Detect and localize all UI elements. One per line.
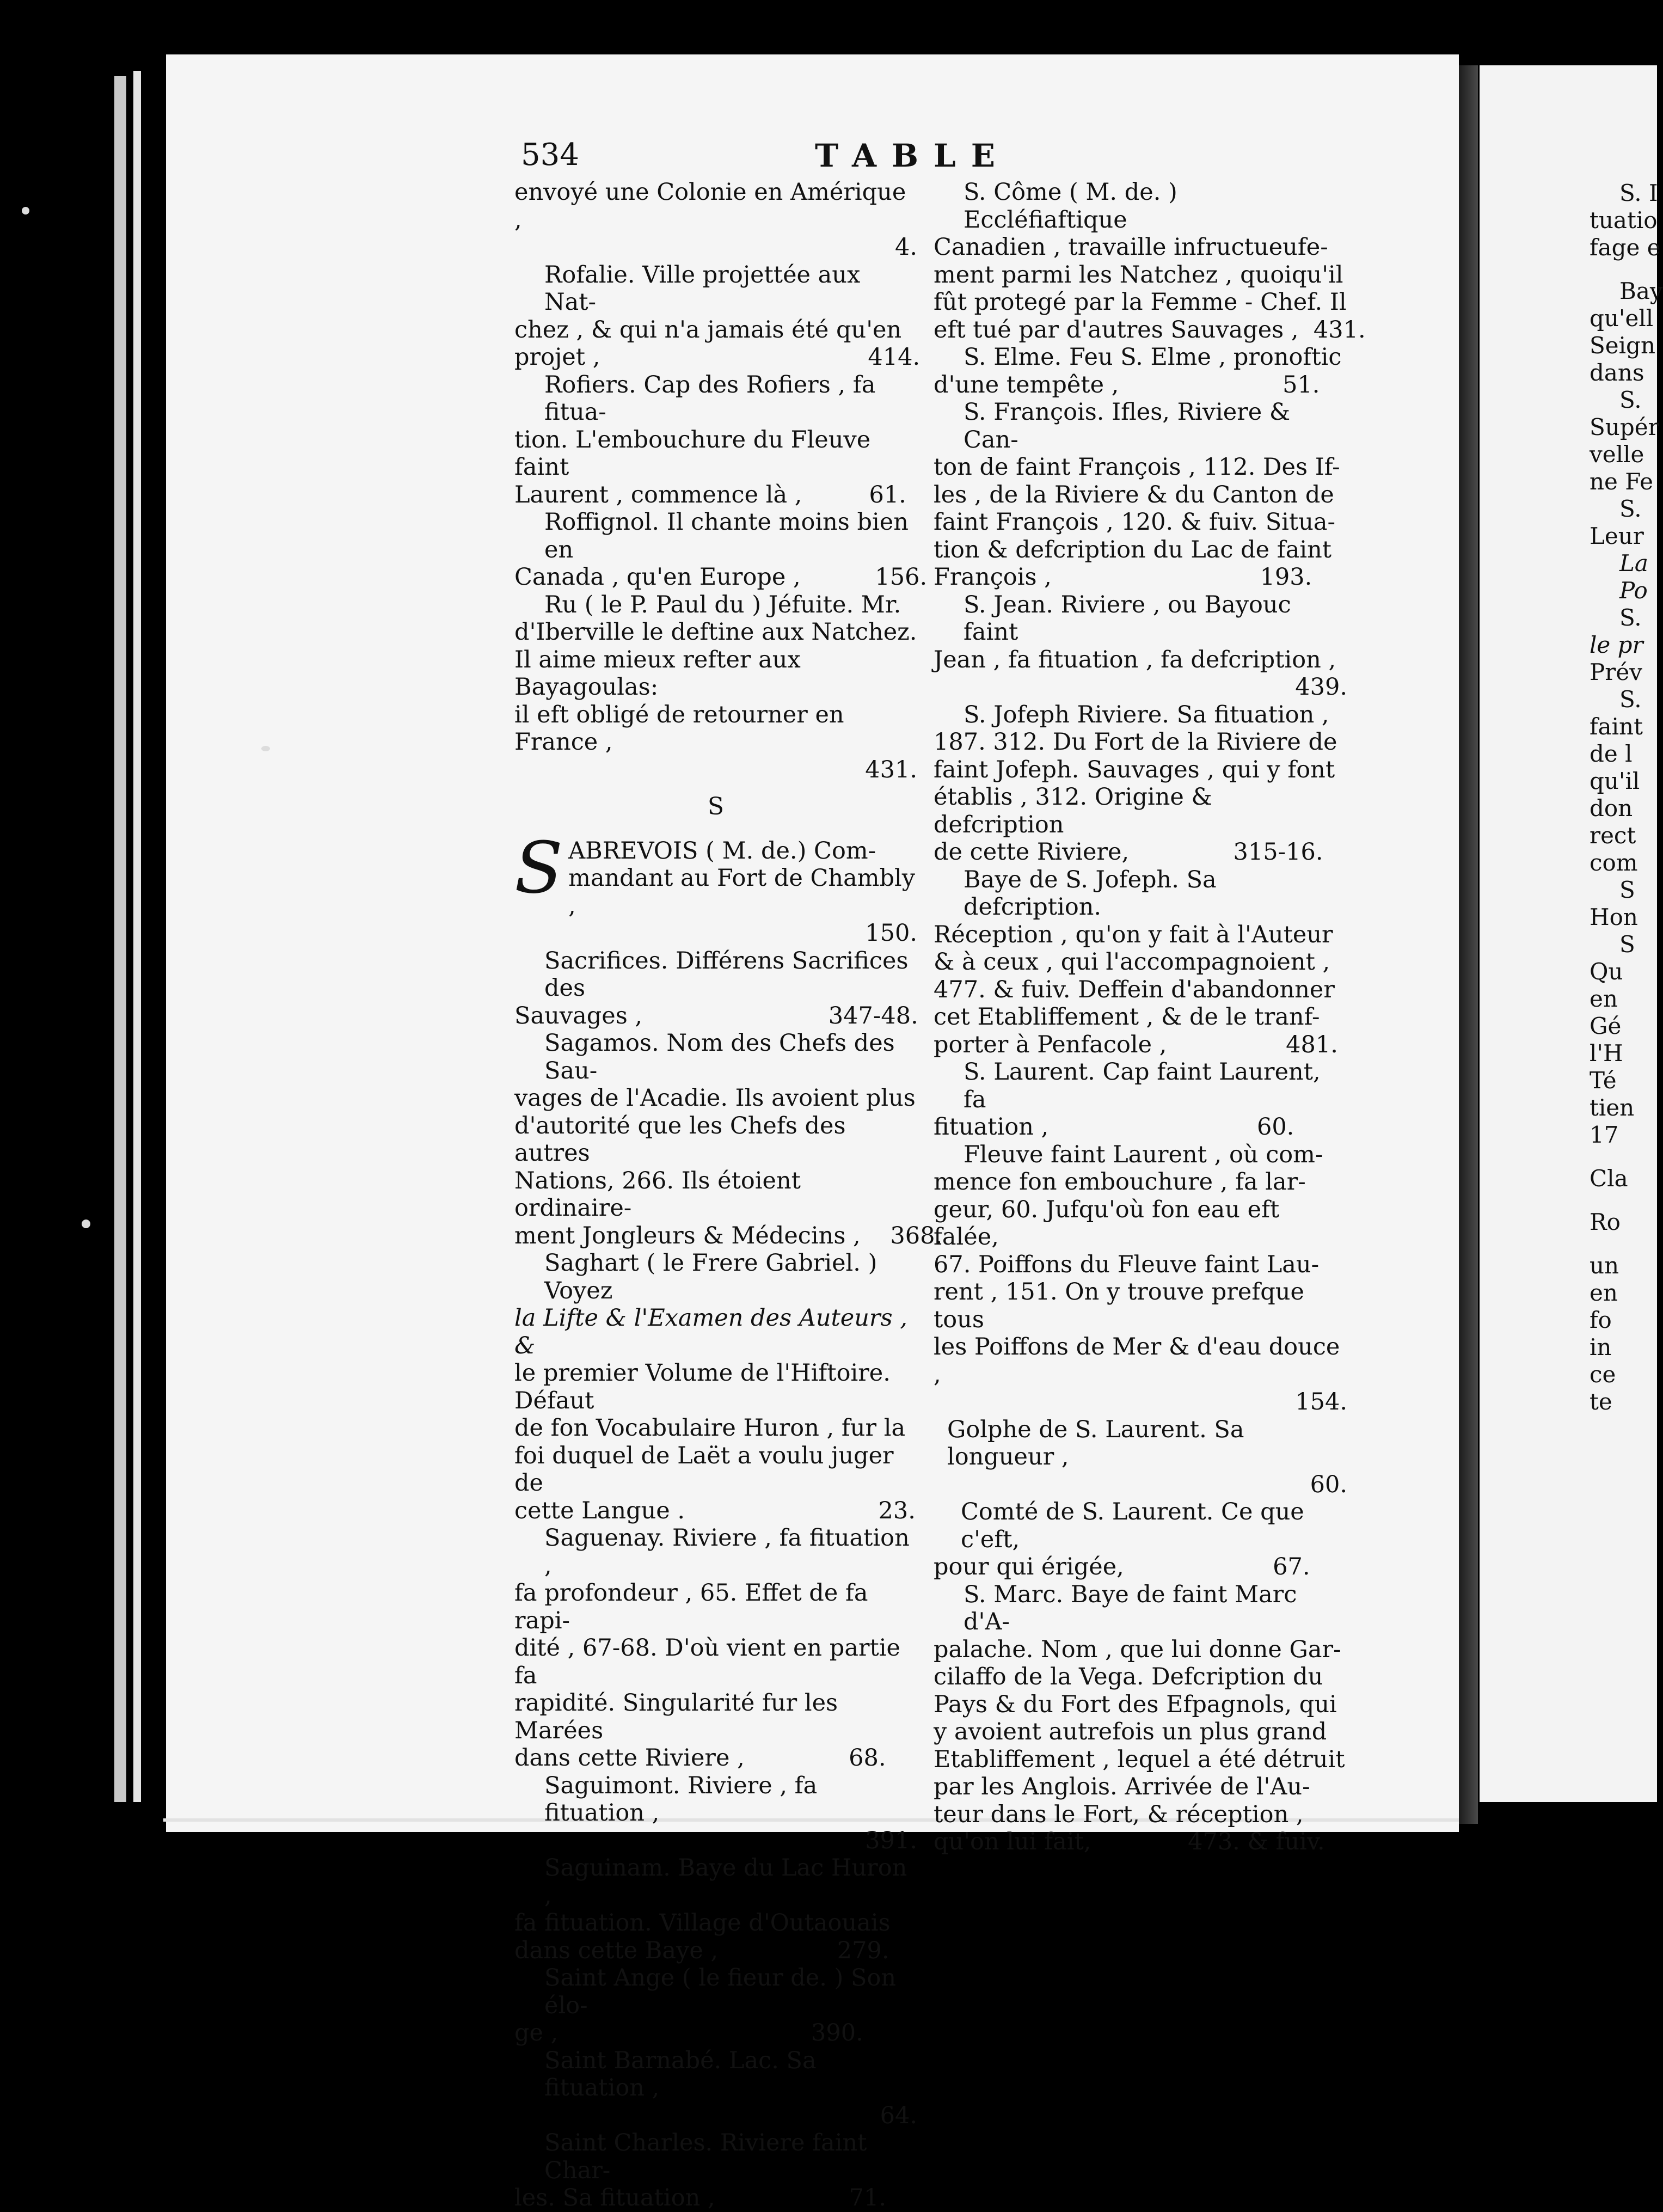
- entry-line: 439.: [1295, 673, 1347, 701]
- entry-line: fût protegé par la Femme - Chef. Il: [934, 289, 1347, 316]
- entry-line: Golphe de S. Laurent. Sa longueur ,: [947, 1416, 1244, 1470]
- fragment-line: qu'ell: [1590, 305, 1654, 332]
- fragment-line: S.: [1619, 686, 1642, 713]
- entry-line: Pays & du Fort des Efpagnols, qui: [934, 1690, 1337, 1718]
- entry-line: 150.: [865, 920, 917, 947]
- fragment-line: [1590, 1192, 1657, 1209]
- entry-line: qu'on lui fait, 473. & fuiv.: [934, 1828, 1325, 1855]
- fragment-line: Po: [1619, 577, 1648, 604]
- entry-line: 4.: [894, 234, 917, 261]
- entry-line: Sagamos. Nom des Chefs des Sau-: [544, 1030, 895, 1084]
- entry-line: S. Laurent. Cap faint Laurent, fa: [964, 1058, 1321, 1113]
- fragment-line: [1590, 1236, 1657, 1252]
- right-column: [934, 179, 1366, 1856]
- entry-line: ge , 390.: [514, 2019, 863, 2046]
- fragment-line: S. I: [1619, 180, 1658, 206]
- entry-line: d'autorité que les Chefs des autres: [514, 1112, 846, 1167]
- entry-line: 67. Poiffons du Fleuve faint Lau-: [934, 1251, 1320, 1278]
- entries-s: [514, 826, 943, 2212]
- fragment-line: dans: [1590, 359, 1644, 386]
- fragment-line: tien: [1590, 1094, 1635, 1121]
- fragment-line: Prév: [1590, 659, 1642, 685]
- entry-line: la Lifte & l'Examen des Auteurs , &: [514, 1304, 907, 1359]
- entry-line: rapidité. Singularité fur les Marées: [514, 1689, 838, 1744]
- entry-line: Etabliffement , lequel a été détruit: [934, 1745, 1345, 1773]
- fragment-line: un: [1590, 1252, 1619, 1279]
- fragment-line: S.: [1619, 387, 1642, 413]
- entry-line: fituation , 60.: [934, 1113, 1294, 1141]
- fragment-line: La: [1619, 550, 1648, 577]
- entry-line: dité , 67-68. D'où vient en partie fa: [514, 1634, 900, 1689]
- entry-line: 477. & fuiv. Deffein d'abandonner: [934, 976, 1335, 1003]
- fragment-line: de l: [1590, 740, 1633, 767]
- entry-line: 64.: [880, 2101, 917, 2129]
- entry-line: d'Iberville le deftine aux Natchez.: [514, 618, 917, 646]
- entry-line: eft tué par d'autres Sauvages , 431.: [934, 316, 1366, 344]
- entry-line: fa profondeur , 65. Effet de fa rapi-: [514, 1579, 868, 1634]
- entry-line: geur, 60. Jufqu'où fon eau eft falée,: [934, 1196, 1280, 1251]
- fragment-line: rect: [1590, 822, 1636, 849]
- fragment-line: le pr: [1590, 632, 1643, 658]
- left-column: [514, 179, 943, 2212]
- entry-line: Saguenay. Riviere , fa fituation ,: [544, 1524, 910, 1579]
- book-gutter: [1459, 65, 1478, 1824]
- facing-page-text-fragment: [1590, 180, 1663, 1416]
- entry-line: établis , 312. Origine & defcription: [934, 783, 1212, 838]
- fragment-line: l'H: [1590, 1040, 1623, 1067]
- entry-line: cet Etabliffement , & de le tranf-: [934, 1003, 1320, 1031]
- drop-cap: S: [514, 826, 563, 909]
- entry-line: porter à Penfacole , 481.: [934, 1031, 1338, 1058]
- entry-line: S. François. Ifles, Riviere & Can-: [964, 399, 1291, 454]
- entry-line: S. Jean. Riviere , ou Bayouc faint: [964, 591, 1291, 646]
- entry-line: foi duquel de Laët a voulu juger de: [514, 1442, 894, 1497]
- entry-line: S. Elme. Feu S. Elme , pronoftic: [964, 344, 1342, 371]
- fragment-line: [1590, 1149, 1657, 1165]
- entry-line: teur dans le Fort, & réception ,: [934, 1800, 1304, 1828]
- entry-line: 391.: [865, 1827, 917, 1854]
- entry-line: S. Jofeph Riviere. Sa fituation ,: [964, 701, 1329, 728]
- entry-line: Laurent , commence là , 61.: [514, 481, 906, 508]
- entry-line: mence fon embouchure , fa lar-: [934, 1168, 1306, 1196]
- fragment-line: Gé: [1590, 1013, 1622, 1039]
- entry-line: dans cette Baye , 279.: [514, 1937, 889, 1964]
- entry-line: 187. 312. Du Fort de la Riviere de: [934, 728, 1337, 756]
- fragment-line: S.: [1619, 604, 1642, 631]
- entry-line: S. Marc. Baye de faint Marc d'A-: [964, 1580, 1297, 1635]
- entry-line: Baye de S. Jofeph. Sa defcription.: [964, 866, 1217, 921]
- fragment-line: Té: [1590, 1067, 1617, 1094]
- fragment-line: faint: [1590, 713, 1643, 740]
- entry-line: cilaffo de la Vega. Defcription du: [934, 1663, 1323, 1690]
- fragment-line: Qu: [1590, 958, 1623, 985]
- entry-line: ton de faint François , 112. Des If-: [934, 454, 1340, 481]
- entry-line: envoyé une Colonie en Amérique ,: [514, 179, 906, 234]
- entry-line: par les Anglois. Arrivée de l'Au-: [934, 1773, 1310, 1800]
- entry-line: projet , 414.: [514, 344, 921, 371]
- fragment-line: Ro: [1590, 1209, 1621, 1235]
- book-edge-strip: [114, 76, 126, 1802]
- entry-line: tion. L'embouchure du Fleuve faint: [514, 426, 871, 481]
- fragment-line: tuatio: [1590, 207, 1658, 234]
- entry-line: & à ceux , qui l'accompagnoient ,: [934, 948, 1330, 976]
- entry-line: S. Côme ( M. de. ) Eccléfiaftique: [964, 179, 1177, 234]
- fragment-line: velle: [1590, 441, 1644, 468]
- entry-line: 154.: [1295, 1388, 1347, 1416]
- fragment-line: Leur: [1590, 523, 1644, 549]
- entry-line: Saghart ( le Frere Gabriel. ) Voyez: [544, 1249, 877, 1304]
- entry-line: les. Sa fituation , 71.: [514, 2184, 887, 2211]
- scan-speck: [22, 207, 29, 215]
- book-edge-strip-inner: [133, 71, 141, 1802]
- entry-line: mandant au Fort de Chambly ,: [568, 865, 916, 920]
- entry-line: ment parmi les Natchez , quoiqu'il: [934, 261, 1343, 289]
- entry-line: Saint Charles. Riviere faint Char-: [544, 2129, 867, 2184]
- entry-line: d'une tempête , 51.: [934, 371, 1320, 399]
- entry-line: faint François , 120. & fuiv. Situa-: [934, 508, 1336, 536]
- fragment-line: fage e: [1590, 234, 1661, 261]
- entry-line: le premier Volume de l'Hiftoire. Défaut: [514, 1359, 891, 1414]
- entry-line: ABREVOIS ( M. de.) Com-: [568, 837, 876, 865]
- fragment-line: ne Fe: [1590, 468, 1653, 495]
- entry-line: pour qui érigée, 67.: [934, 1553, 1310, 1580]
- fragment-line: ce: [1590, 1361, 1616, 1388]
- entry-line: faint Jofeph. Sauvages , qui y font: [934, 756, 1335, 783]
- entry-line: Sacrifices. Différens Sacrifices des: [544, 947, 909, 1002]
- entry-line: Fleuve faint Laurent , où com-: [964, 1141, 1323, 1168]
- running-title: TABLE: [815, 137, 1011, 174]
- entry-line: François , 193.: [934, 563, 1312, 591]
- entry-line: dans cette Riviere , 68.: [514, 1744, 886, 1772]
- entry-line: rent , 151. On y trouve prefque tous: [934, 1278, 1304, 1333]
- fragment-line: Cla: [1590, 1165, 1628, 1192]
- fragment-line: com: [1590, 849, 1638, 876]
- fragment-line: S.: [1619, 495, 1642, 522]
- fragment-line: Seign: [1590, 332, 1655, 359]
- entry-line: 431.: [865, 756, 917, 783]
- entry-line: vages de l'Acadie. Ils avoient plus: [514, 1084, 916, 1112]
- entries-r: [514, 179, 928, 783]
- fragment-line: [1590, 261, 1657, 278]
- fragment-line: in: [1590, 1334, 1612, 1361]
- entry-line: Il aime mieux refter aux Bayagoulas:: [514, 646, 801, 701]
- entry-line: cette Langue . 23.: [514, 1497, 916, 1524]
- entry-line: 60.: [1310, 1470, 1347, 1498]
- page-header: [521, 137, 1327, 175]
- scan-speck: [82, 1220, 90, 1228]
- entry-line: y avoient autrefois un plus grand: [934, 1718, 1327, 1745]
- fragment-line: 17: [1590, 1122, 1619, 1148]
- entry-line: Saint Barnabé. Lac. Sa fituation ,: [544, 2046, 817, 2101]
- page-number: 534: [521, 137, 579, 173]
- fragment-line: fo: [1590, 1307, 1612, 1333]
- entry-line: Canadien , travaille infructueufe-: [934, 234, 1328, 261]
- entry-line: palache. Nom , que lui donne Gar-: [934, 1635, 1341, 1663]
- entry-line: de cette Riviere, 315-16.: [934, 838, 1323, 866]
- entry-line: les , de la Riviere & du Canton de: [934, 481, 1334, 508]
- fragment-line: te: [1590, 1388, 1612, 1415]
- fragment-line: S: [1619, 877, 1635, 903]
- entry-line: il eft obligé de retourner en France ,: [514, 701, 844, 756]
- entry-line: Sauvages , 347-48.: [514, 1002, 918, 1030]
- entry-line: Réception , qu'on y fait à l'Auteur: [934, 921, 1333, 948]
- fragment-line: don: [1590, 795, 1633, 822]
- entry-line: chez , & qui n'a jamais été qu'en: [514, 316, 902, 344]
- fragment-line: qu'il: [1590, 768, 1640, 794]
- entry-line: Roffignol. Il chante moins bien en: [544, 508, 909, 563]
- entry-line: Rofiers. Cap des Rofiers , fa fitua-: [544, 371, 876, 426]
- fragment-line: en: [1590, 985, 1618, 1012]
- entry-line: Rofalie. Ville projettée aux Nat-: [544, 261, 861, 316]
- scan-speck: [261, 746, 270, 751]
- entry-line: de fon Vocabulaire Huron , fur la: [514, 1414, 906, 1442]
- entry-line: Saguimont. Riviere , fa fituation ,: [544, 1772, 818, 1827]
- entry-line: Jean , fa fituation , fa defcription ,: [934, 646, 1336, 673]
- section-letter: S: [707, 793, 725, 820]
- entry-line: tion & defcription du Lac de faint: [934, 536, 1332, 563]
- fragment-line: S: [1619, 931, 1635, 958]
- entry-line: les Poiffons de Mer & d'eau douce ,: [934, 1333, 1340, 1388]
- fragment-line: Bay: [1619, 278, 1663, 304]
- entry-line: Canada , qu'en Europe , 156.: [514, 563, 928, 591]
- fragment-line: Supér: [1590, 414, 1659, 440]
- entry-line: Comté de S. Laurent. Ce que c'eft,: [961, 1498, 1304, 1553]
- entry-line: Saint Ange ( le fieur de. ) Son élo-: [544, 1964, 897, 2019]
- entry-line: fa fituation. Village d'Outaouais: [514, 1909, 891, 1937]
- entry-line: Nations, 266. Ils étoient ordinaire-: [514, 1167, 801, 1222]
- fragment-line: Hon: [1590, 904, 1638, 930]
- entry-line: ment Jongleurs & Médecins , 368.: [514, 1222, 943, 1249]
- fragment-line: en: [1590, 1279, 1618, 1306]
- entry-line: Ru ( le P. Paul du ) Jéfuite. Mr.: [544, 591, 901, 618]
- entry-line: Saguinam. Baye du Lac Huron ,: [544, 1854, 907, 1909]
